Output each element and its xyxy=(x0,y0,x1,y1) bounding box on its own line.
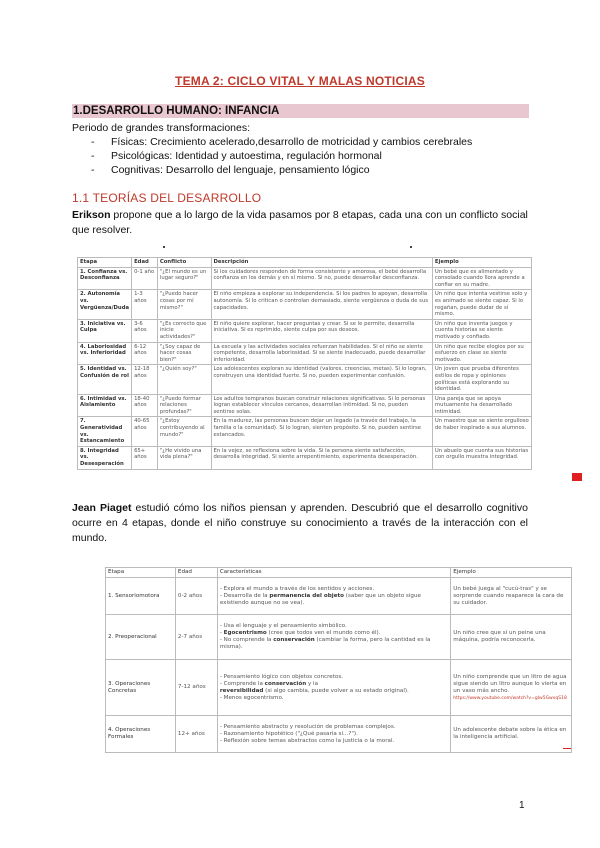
table-cell: "¿Es correcto que inicie actividades?" xyxy=(157,319,211,342)
table-cell xyxy=(451,578,572,615)
bullet-item: - Cognitivas: Desarrollo del lenguaje, pensamiento lógico xyxy=(91,164,370,176)
line-text: - Desarrolla de la xyxy=(219,592,270,599)
table-row xyxy=(78,365,532,394)
table-header: Etapa xyxy=(78,258,132,268)
table-cell: Si los cuidadores responden de forma consistente y amorosa, el bebé desarrolla confianza en los demás y en sí mismo. Si no, puede desarrollar desconfianza. xyxy=(211,267,432,290)
erikson-table xyxy=(77,257,532,470)
table-cell: 0-2 años xyxy=(175,578,217,615)
characteristic-line xyxy=(220,637,448,651)
characteristic-line xyxy=(220,586,448,593)
table-row xyxy=(78,342,532,365)
table-cell: 2. Autonomía vs. Vergüenza/Duda xyxy=(78,290,132,319)
line-text: - Pensamiento abstracto y resolución de problemas complejos. xyxy=(219,723,396,730)
line-after: (si algo cambia, puede volver a su estado original). xyxy=(263,687,409,694)
page-title: TEMA 2: CICLO VITAL Y MALAS NOTICIAS xyxy=(175,74,425,88)
table-header: Descripción xyxy=(211,258,432,268)
table-cell xyxy=(217,615,450,660)
characteristic-line xyxy=(220,738,448,745)
table-cell: 3-6 años xyxy=(132,319,158,342)
table-row xyxy=(78,417,532,446)
table-cell: 3. Iniciativa vs. Culpa xyxy=(78,319,132,342)
table-cell: 40-65 años xyxy=(132,417,158,446)
line-text: - No comprende la xyxy=(219,637,274,643)
table-header: Características xyxy=(217,568,450,578)
table-row xyxy=(78,267,532,290)
line-after: (cree que todos ven el mundo como él). xyxy=(266,630,381,636)
characteristic-line xyxy=(220,688,448,695)
table-cell xyxy=(451,660,572,716)
example-text: Un adolescente debate sobre la ética en la inteligencia artificial. xyxy=(453,727,567,740)
intro-text: Periodo de grandes transformaciones: xyxy=(72,122,251,134)
line-text: - Comprende la xyxy=(219,680,265,687)
table-cell: 6. Intimidad vs. Aislamiento xyxy=(78,394,132,417)
red-dash xyxy=(563,748,571,749)
table-row xyxy=(78,290,532,319)
table-header: Conflicto xyxy=(157,258,211,268)
decorative-dot xyxy=(410,246,412,248)
video-link[interactable]: https://www.youtube.com/watch?v=gIw5GwxqS18 xyxy=(453,695,567,701)
table-cell: Un niño que recibe elogios por su esfuerzo en clase se siente motivado. xyxy=(432,342,531,365)
table-cell: "¿Quién soy?" xyxy=(157,365,211,394)
characteristic-line xyxy=(220,623,448,630)
table-cell: Un abuelo que cuenta sus historias con orgullo muestra integridad. xyxy=(432,446,531,469)
table-cell: 12+ años xyxy=(175,716,217,753)
table-cell xyxy=(451,615,572,660)
table-cell: Una pareja que se apoya mutuamente ha desarrollado intimidad. xyxy=(432,394,531,417)
table-cell: 7. Generatividad vs. Estancamiento xyxy=(78,417,132,446)
characteristic-line xyxy=(220,724,448,731)
erikson-paragraph: Erikson propone que a lo largo de la vida pasamos por 8 etapas, cada una con un conflicto social que resolver. xyxy=(72,209,528,236)
characteristic-line xyxy=(220,681,448,688)
table-cell: 7-12 años xyxy=(175,660,217,716)
table-row xyxy=(106,716,572,753)
line-bold: conservación xyxy=(273,637,315,643)
table-cell: "¿Estoy contribuyendo al mundo?" xyxy=(157,417,211,446)
section-heading-teorias: 1.1 TEORÍAS DEL DESARROLLO xyxy=(72,191,262,205)
table-cell: "¿Soy capaz de hacer cosas bien?" xyxy=(157,342,211,365)
table-cell: 1-3 años xyxy=(132,290,158,319)
table-cell: Un niño que inventa juegos y cuenta historias se siente motivado y confiado. xyxy=(432,319,531,342)
bullet-item: - Psicológicas: Identidad y autoestima, regulación hormonal xyxy=(91,150,382,162)
table-cell: "¿Puedo hacer cosas por mí mismo?" xyxy=(157,290,211,319)
piaget-paragraph: Jean Piaget estudió cómo los niños piensan y aprenden. Descubrió que el desarrollo cognitivo ocurre en 4 etapas, donde el niño construye su conocimiento a través de la interacción con el mundo. xyxy=(72,502,528,544)
table-header: Edad xyxy=(132,258,158,268)
table-cell: La escuela y las actividades sociales refuerzan habilidades. Si el niño se siente competente, desarrolla laboriosidad. Si se siente inadecuado, puede desarrollar inferioridad. xyxy=(211,342,432,365)
table-header: Ejemplo xyxy=(432,258,531,268)
table-cell: "¿Puedo formar relaciones profundas?" xyxy=(157,394,211,417)
table-cell: El niño quiere explorar, hacer preguntas y crear. Si se le permite, desarrolla iniciativa. Si es reprimido, siente culpa por sus deseos. xyxy=(211,319,432,342)
table-header: Etapa xyxy=(106,568,176,578)
table-cell: "¿He vivido una vida plena?" xyxy=(157,446,211,469)
line-after: (cambiar la forma, pero la cantidad es la misma). xyxy=(219,637,431,650)
table-row xyxy=(106,578,572,615)
characteristic-line xyxy=(220,731,448,738)
line-bold: permanencia del objeto xyxy=(269,592,345,599)
table-header: Ejemplo xyxy=(451,568,572,578)
table-cell: Un joven que prueba diferentes estilos de ropa y opiniones políticas está explorando su identidad. xyxy=(432,365,531,394)
characteristic-line xyxy=(220,630,448,637)
table-cell: 0-1 año xyxy=(132,267,158,290)
piaget-table xyxy=(105,567,572,753)
table-cell: En la vejez, se reflexiona sobre la vida. Si la persona siente satisfacción, desarrolla integridad. Si siente arrepentimiento, experimenta desesperación. xyxy=(211,446,432,469)
example-text: Un bebé juega al "cucú-tras" y se sorprende cuando reaparece la cara de su cuidador. xyxy=(453,585,564,606)
table-cell: Un niño que intenta vestirse solo y es animado se siente capaz. Si lo regañan, puede dudar de sí mismo. xyxy=(432,290,531,319)
line-bold: conservación xyxy=(264,680,307,687)
table-cell xyxy=(217,578,450,615)
table-cell xyxy=(451,716,572,753)
line-text: - Usa el lenguaje y el pensamiento simbólico. xyxy=(219,623,347,629)
red-marker xyxy=(572,473,582,481)
table-cell: 4. Laboriosidad vs. Inferioridad xyxy=(78,342,132,365)
line-text: - xyxy=(219,630,224,636)
line-text: - Reflexión sobre temas abstractos como la justicia o la moral. xyxy=(219,737,395,744)
table-cell: 2-7 años xyxy=(175,615,217,660)
decorative-dot xyxy=(163,246,165,248)
table-cell: 18-40 años xyxy=(132,394,158,417)
line-text: - Menos egocentrismo. xyxy=(219,694,284,701)
table-cell: 5. Identidad vs. Confusión de rol xyxy=(78,365,132,394)
characteristic-line xyxy=(220,593,448,607)
table-row xyxy=(78,394,532,417)
line-bold: reversibilidad xyxy=(219,687,264,694)
table-cell: 4. Operaciones Formales xyxy=(106,716,176,753)
table-cell: 1. Sensoriomotora xyxy=(106,578,176,615)
line-text: - Explora el mundo a través de los sentidos y acciones. xyxy=(219,585,375,592)
table-cell: 65+ años xyxy=(132,446,158,469)
characteristic-line xyxy=(220,674,448,681)
table-row xyxy=(106,615,572,660)
table-cell: Los adolescentes exploran su identidad (valores, creencias, metas). Si lo logran, construyen una identidad fuerte. Si no, pueden experimentar confusión. xyxy=(211,365,432,394)
table-cell: 2. Preoperacional xyxy=(106,615,176,660)
table-cell: 6-12 años xyxy=(132,342,158,365)
table-cell: Un maestro que se siente orgulloso de haber inspirado a sus alumnos. xyxy=(432,417,531,446)
example-text: Un niño cree que sí un peine una máquina, podría reconocerla. xyxy=(453,630,546,643)
line-bold: Egocentrismo xyxy=(223,630,267,636)
line-after: y la xyxy=(306,680,319,687)
table-cell: Los adultos tempranos buscan construir relaciones significativas. Si lo personas logran establecer vínculos cercanos, desarrollan intimidad. Si no, pueden sentirse solas. xyxy=(211,394,432,417)
line-text: - Pensamiento lógico con objetos concretos. xyxy=(219,673,344,680)
table-row xyxy=(78,446,532,469)
example-text: Un niño comprende que un litro de agua sigue siendo un litro aunque lo vierta en un vaso más ancho. xyxy=(453,673,567,694)
table-cell: 3. Operaciones Concretas xyxy=(106,660,176,716)
table-row xyxy=(106,660,572,716)
table-cell: Un bebé que es alimentado y consolado cuando llora aprende a confiar en su madre. xyxy=(432,267,531,290)
section-heading-infancia: 1.DESARROLLO HUMANO: INFANCIA xyxy=(72,104,529,118)
table-cell xyxy=(217,660,450,716)
bullet-item: - Físicas: Crecimiento acelerado,desarrollo de motricidad y cambios cerebrales xyxy=(91,136,473,148)
page-number: 1 xyxy=(519,800,525,811)
characteristic-line xyxy=(220,695,448,702)
table-cell: En la madurez, las personas buscan dejar un legado (a través del trabajo, la familia o la comunidad). Si lo logran, sienten propósito. Si no, pueden sentirse estancados. xyxy=(211,417,432,446)
table-cell: "¿El mundo es un lugar seguro?" xyxy=(157,267,211,290)
table-cell: 8. Integridad vs. Desesperación xyxy=(78,446,132,469)
table-row xyxy=(78,319,532,342)
table-cell: 1. Confianza vs. Desconfianza xyxy=(78,267,132,290)
table-header: Edad xyxy=(175,568,217,578)
table-cell: 12-18 años xyxy=(132,365,158,394)
table-cell: El niño empieza a explorar su independencia. Si los padres lo apoyan, desarrolla autonomía. Si lo critican o controlan demasiado, siente vergüenza o duda de sus capacidades. xyxy=(211,290,432,319)
line-after: (saber que un objeto sigue existiendo aunque no se vea). xyxy=(219,592,421,606)
table-cell xyxy=(217,716,450,753)
line-text: - Razonamiento hipotético ("¿Qué pasaría si...?"). xyxy=(219,730,358,737)
